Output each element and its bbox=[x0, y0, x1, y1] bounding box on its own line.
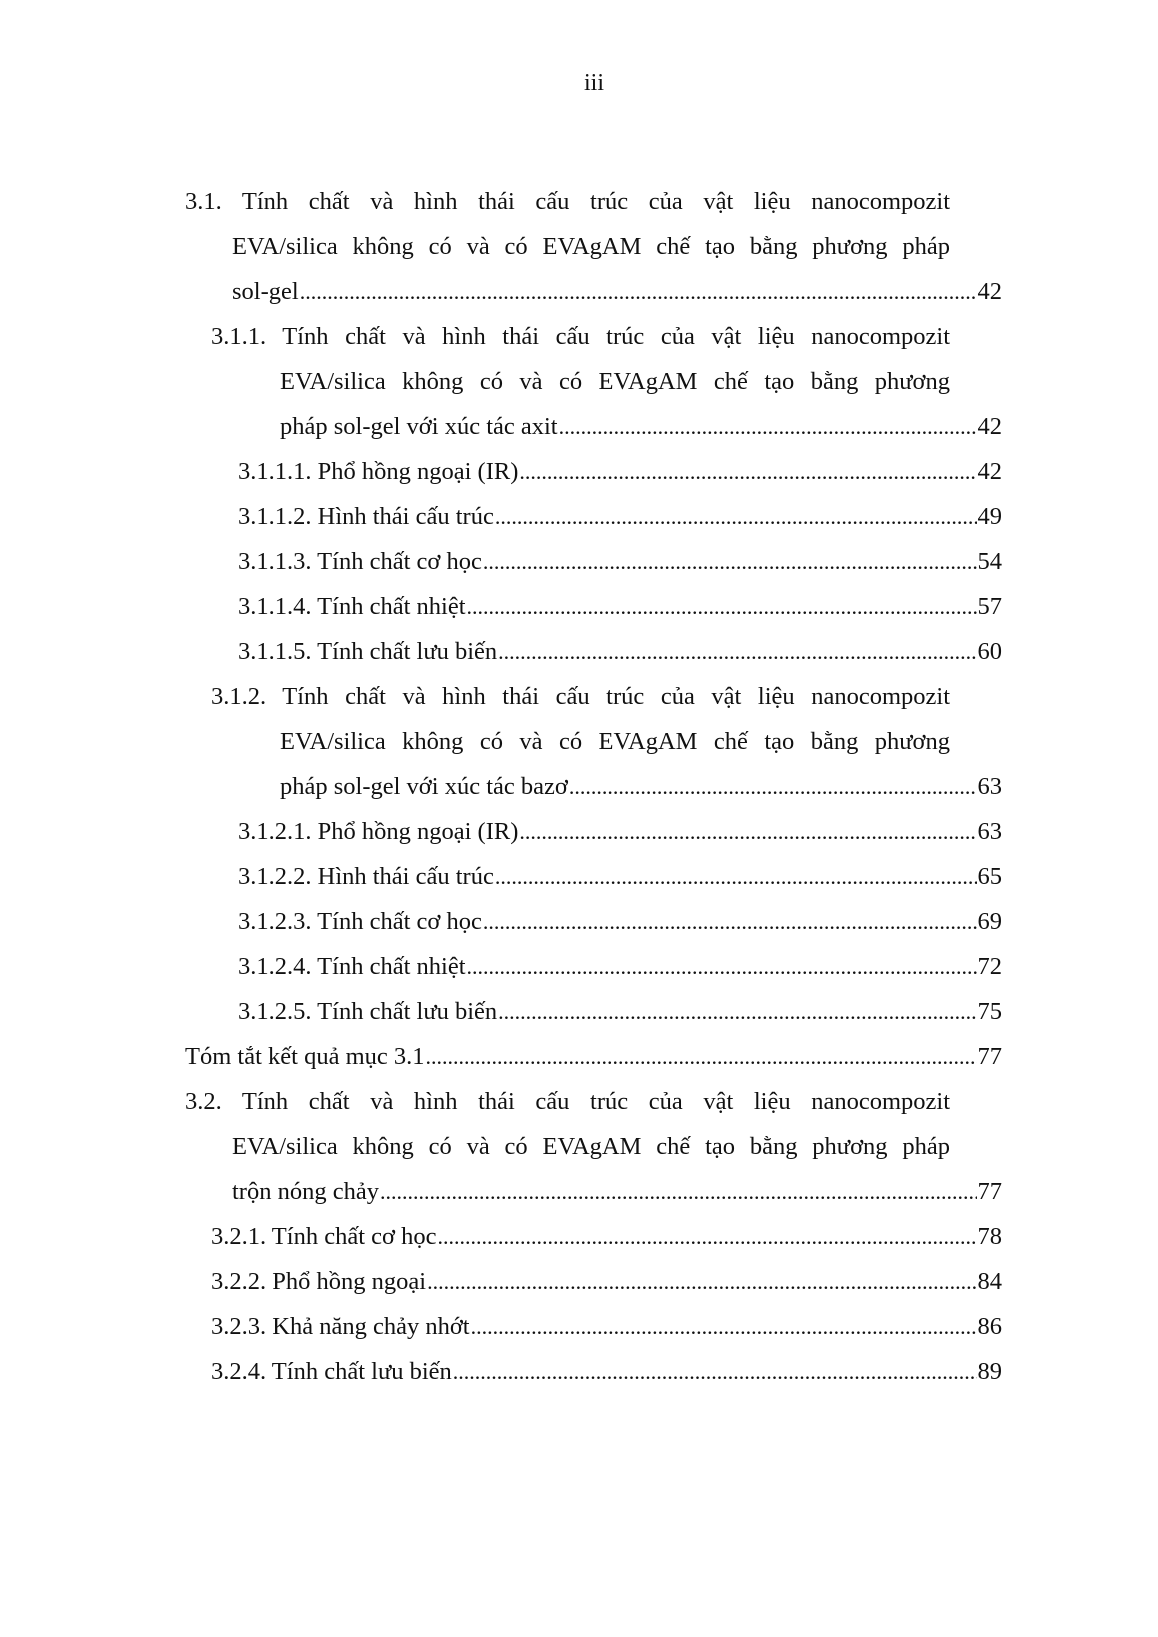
dot-leader bbox=[437, 1214, 976, 1259]
toc-entry[interactable] bbox=[0, 629, 1158, 674]
toc-entry-page: 89 bbox=[977, 1358, 1002, 1385]
toc-entry[interactable] bbox=[0, 179, 1158, 314]
toc-entry-page: 49 bbox=[977, 503, 1002, 530]
toc-entry[interactable] bbox=[0, 1259, 1158, 1304]
dot-leader bbox=[483, 899, 977, 944]
toc-entry-title: 3.1.2.1. Phổ hồng ngoại (IR) bbox=[238, 818, 519, 845]
toc-entry-title-line: 3.1. Tính chất và hình thái cấu trúc của vật liệu nanocompozit bbox=[185, 188, 950, 215]
page-number: iii bbox=[583, 70, 604, 96]
toc-entry-leader-line bbox=[238, 584, 1002, 629]
toc-entry-title: 3.2.2. Phổ hồng ngoại bbox=[211, 1268, 427, 1295]
toc-entry-leader-line bbox=[211, 1214, 1002, 1259]
toc-entry[interactable] bbox=[0, 1304, 1158, 1349]
toc-entry[interactable] bbox=[0, 1349, 1158, 1394]
toc-entry-title: 3.1.2.2. Hình thái cấu trúc bbox=[238, 863, 494, 890]
dot-leader bbox=[495, 494, 977, 539]
toc-entry-title: trộn nóng chảy bbox=[232, 1178, 379, 1205]
dot-leader bbox=[427, 1259, 976, 1304]
dot-leader bbox=[498, 989, 976, 1034]
toc-entry-leader-line bbox=[280, 764, 1002, 809]
toc-entry[interactable] bbox=[0, 584, 1158, 629]
toc-entry-page: 42 bbox=[977, 413, 1002, 440]
dot-leader bbox=[453, 1349, 977, 1394]
dot-leader bbox=[467, 584, 977, 629]
dot-leader bbox=[483, 539, 977, 584]
toc-entry-page: 69 bbox=[977, 908, 1002, 935]
toc-entry-title-line: 3.2. Tính chất và hình thái cấu trúc của vật liệu nanocompozit bbox=[185, 1088, 950, 1115]
toc-entry-page: 42 bbox=[977, 278, 1002, 305]
toc-entry-title: 3.1.2.5. Tính chất lưu biến bbox=[238, 998, 498, 1025]
toc-entry-title-line: EVA/silica không có và có EVAgAM chế tạo bằng phương pháp bbox=[232, 233, 950, 260]
toc-entry-leader-line bbox=[238, 539, 1002, 584]
toc-entry-title-line: 3.1.1. Tính chất và hình thái cấu trúc của vật liệu nanocompozit bbox=[211, 323, 950, 350]
dot-leader bbox=[471, 1304, 977, 1349]
toc-entry-leader-line bbox=[238, 809, 1002, 854]
dot-leader bbox=[569, 764, 977, 809]
toc-entry-page: 77 bbox=[977, 1178, 1002, 1205]
toc-entry-title-line: 3.1.2. Tính chất và hình thái cấu trúc của vật liệu nanocompozit bbox=[211, 683, 950, 710]
toc-entry-page: 75 bbox=[977, 998, 1002, 1025]
toc-entry-title: pháp sol-gel với xúc tác bazơ bbox=[280, 773, 568, 800]
toc-entry-leader-line bbox=[211, 1304, 1002, 1349]
toc-entry-leader-line bbox=[211, 1349, 1002, 1394]
toc-entry-leader-line bbox=[238, 629, 1002, 674]
toc-entry[interactable] bbox=[0, 1214, 1158, 1259]
toc-entry-title: 3.2.3. Khả năng chảy nhớt bbox=[211, 1313, 470, 1340]
toc-entry-leader-line bbox=[185, 1034, 1002, 1079]
toc-entry-page: 63 bbox=[977, 773, 1002, 800]
toc-entry[interactable] bbox=[0, 989, 1158, 1034]
toc-entry-page: 60 bbox=[977, 638, 1002, 665]
toc-entry-page: 63 bbox=[977, 818, 1002, 845]
toc-entry[interactable] bbox=[0, 539, 1158, 584]
toc-entry-leader-line bbox=[232, 269, 1002, 314]
toc-entry[interactable] bbox=[0, 899, 1158, 944]
toc-entry-page: 72 bbox=[977, 953, 1002, 980]
dot-leader bbox=[519, 809, 976, 854]
toc-entry-title: 3.1.1.2. Hình thái cấu trúc bbox=[238, 503, 494, 530]
toc-entry-page: 65 bbox=[977, 863, 1002, 890]
toc-entry-title: pháp sol-gel với xúc tác axit bbox=[280, 413, 558, 440]
toc-entry-title: 3.2.1. Tính chất cơ học bbox=[211, 1223, 437, 1250]
toc-entry-title-line: EVA/silica không có và có EVAgAM chế tạo bằng phương pháp bbox=[232, 1133, 950, 1160]
toc-entry-title: 3.1.1.1. Phổ hồng ngoại (IR) bbox=[238, 458, 519, 485]
toc-entry-leader-line bbox=[238, 854, 1002, 899]
dot-leader bbox=[467, 944, 977, 989]
dot-leader bbox=[498, 629, 976, 674]
dot-leader bbox=[426, 1034, 977, 1079]
toc-entry-leader-line bbox=[211, 1259, 1002, 1304]
toc-entry-leader-line bbox=[280, 404, 1002, 449]
toc-entry-leader-line bbox=[238, 899, 1002, 944]
toc-entry-page: 42 bbox=[977, 458, 1002, 485]
dot-leader bbox=[495, 854, 977, 899]
toc-entry-leader-line bbox=[238, 944, 1002, 989]
toc-entry-leader-line bbox=[238, 494, 1002, 539]
toc-entry-title-line: EVA/silica không có và có EVAgAM chế tạo bằng phương bbox=[280, 728, 950, 755]
toc-entry-title: sol-gel bbox=[232, 278, 299, 305]
table-of-contents bbox=[0, 179, 1158, 1394]
toc-entry-leader-line bbox=[238, 989, 1002, 1034]
toc-entry[interactable] bbox=[0, 854, 1158, 899]
toc-entry-title: Tóm tắt kết quả mục 3.1 bbox=[185, 1043, 425, 1070]
toc-entry[interactable] bbox=[0, 1079, 1158, 1214]
toc-entry[interactable] bbox=[0, 809, 1158, 854]
toc-entry[interactable] bbox=[0, 449, 1158, 494]
toc-entry-title: 3.1.2.3. Tính chất cơ học bbox=[238, 908, 482, 935]
toc-entry-page: 84 bbox=[977, 1268, 1002, 1295]
dot-leader bbox=[380, 1169, 977, 1214]
dot-leader bbox=[519, 449, 976, 494]
toc-entry-page: 86 bbox=[977, 1313, 1002, 1340]
toc-entry[interactable] bbox=[0, 674, 1158, 809]
dot-leader bbox=[559, 404, 977, 449]
toc-entry-title-line: EVA/silica không có và có EVAgAM chế tạo bằng phương bbox=[280, 368, 950, 395]
toc-entry-title: 3.1.1.4. Tính chất nhiệt bbox=[238, 593, 466, 620]
toc-entry-page: 78 bbox=[977, 1223, 1002, 1250]
toc-entry[interactable] bbox=[0, 944, 1158, 989]
toc-entry-title: 3.1.1.5. Tính chất lưu biến bbox=[238, 638, 498, 665]
toc-entry-leader-line bbox=[232, 1169, 1002, 1214]
dot-leader bbox=[300, 269, 977, 314]
toc-entry-page: 77 bbox=[977, 1043, 1002, 1070]
toc-entry-page: 54 bbox=[977, 548, 1002, 575]
toc-entry[interactable] bbox=[0, 1034, 1158, 1079]
toc-entry-title: 3.1.1.3. Tính chất cơ học bbox=[238, 548, 482, 575]
toc-entry[interactable] bbox=[0, 314, 1158, 449]
toc-entry-title: 3.2.4. Tính chất lưu biến bbox=[211, 1358, 452, 1385]
toc-entry-title: 3.1.2.4. Tính chất nhiệt bbox=[238, 953, 466, 980]
toc-entry-leader-line bbox=[238, 449, 1002, 494]
toc-entry[interactable] bbox=[0, 494, 1158, 539]
toc-entry-page: 57 bbox=[977, 593, 1002, 620]
